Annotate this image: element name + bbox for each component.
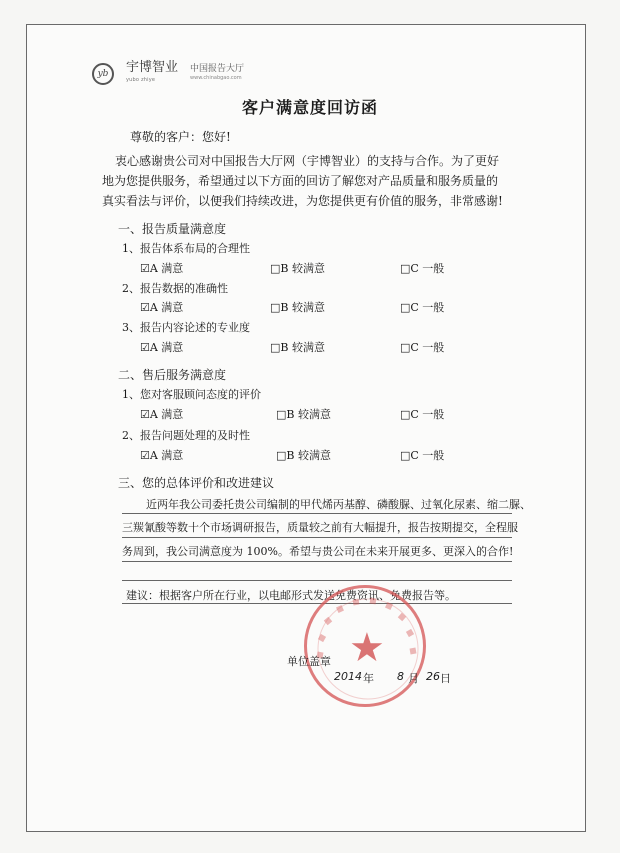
s1-q3-opt-c[interactable]: □C 一般 <box>400 341 445 354</box>
brand2-url: www.chinabgao.com <box>190 75 242 81</box>
date-day: 26 <box>426 670 440 683</box>
date-year-label: 年 <box>363 672 374 685</box>
logo-bar <box>92 62 244 86</box>
section2-title: 二、售后服务满意度 <box>118 368 227 382</box>
underline-3 <box>122 561 512 562</box>
intro-line-3: 真实看法与评价，以便我们持续改进，为您提供更有价值的服务，非常感谢! <box>102 194 503 208</box>
feedback-line-1: 近两年我公司委托贵公司编制的甲代烯丙基醇、磷酸脲、过氧化尿素、缩二脲、 <box>146 498 531 511</box>
s2-q1-opt-b[interactable]: □B 较满意 <box>276 408 331 421</box>
greeting: 尊敬的客户：您好! <box>130 130 231 144</box>
suggestion: 建议：根据客户所在行业，以电邮形式发送免费资讯、免费报告等。 <box>126 589 456 602</box>
s1-q2: 2、报告数据的准确性 <box>122 282 228 295</box>
brand2-name: 中国报告大厅 <box>190 64 245 74</box>
date-month: 8 <box>397 670 404 683</box>
seal-star-icon: ★ <box>349 625 385 671</box>
brand2 <box>190 65 244 83</box>
s1-q3: 3、报告内容论述的专业度 <box>122 321 250 334</box>
section1-title: 一、报告质量满意度 <box>118 222 227 236</box>
intro-line-2: 地为您提供服务，希望通过以下方面的回访了解您对产品质量和服务质量的 <box>102 174 499 188</box>
s1-q1-opt-b[interactable]: □B 较满意 <box>270 262 325 275</box>
section3-title: 三、您的总体评价和改进建议 <box>118 476 275 490</box>
date-month-label: 月 <box>408 672 419 685</box>
date-day-label: 日 <box>440 672 451 685</box>
s2-q2-opt-c[interactable]: □C 一般 <box>400 449 445 462</box>
s2-q2-opt-a[interactable]: ☑A 满意 <box>140 449 184 462</box>
s1-q3-opt-a[interactable]: ☑A 满意 <box>140 341 184 354</box>
underline-2 <box>122 537 512 538</box>
s1-q1-opt-a[interactable]: ☑A 满意 <box>140 262 184 275</box>
brand1 <box>126 62 178 86</box>
s2-q1-opt-a[interactable]: ☑A 满意 <box>140 408 184 421</box>
s1-q2-opt-b[interactable]: □B 较满意 <box>270 301 325 314</box>
document-frame <box>26 24 586 832</box>
s1-q3-opt-b[interactable]: □B 较满意 <box>270 341 325 354</box>
s2-q2: 2、报告问题处理的及时性 <box>122 429 250 442</box>
page-title: 客户满意度回访函 <box>241 98 378 117</box>
s1-q2-opt-a[interactable]: ☑A 满意 <box>140 301 184 314</box>
date-year: 2014 <box>334 670 362 683</box>
s2-q2-opt-b[interactable]: □B 较满意 <box>276 449 331 462</box>
s1-q2-opt-c[interactable]: □C 一般 <box>400 301 445 314</box>
company-seal-stamp <box>304 585 426 707</box>
brand1-name: 宇博智业 <box>126 60 179 75</box>
s1-q1-opt-c[interactable]: □C 一般 <box>400 262 445 275</box>
seal-label: 单位盖章 <box>287 655 331 668</box>
s2-q1-opt-c[interactable]: □C 一般 <box>400 408 445 421</box>
brand1-sub: yubo zhiye <box>126 77 156 83</box>
s2-q1: 1、您对客服顾问态度的评价 <box>122 388 261 401</box>
yubo-logo-icon: yb <box>92 63 114 85</box>
intro-line-1: 衷心感谢贵公司对中国报告大厅网（宇博智业）的支持与合作。为了更好 <box>115 154 500 168</box>
underline-4 <box>122 580 512 581</box>
underline-1 <box>122 513 512 514</box>
s1-q1: 1、报告体系布局的合理性 <box>122 242 250 255</box>
feedback-line-3: 务周到，我公司满意度为 100%。希望与贵公司在未来开展更多、更深入的合作! <box>122 545 514 558</box>
feedback-line-2: 三羰氰酸等数十个市场调研报告，质量较之前有大幅提升，报告按期提交，全程服 <box>122 521 518 534</box>
